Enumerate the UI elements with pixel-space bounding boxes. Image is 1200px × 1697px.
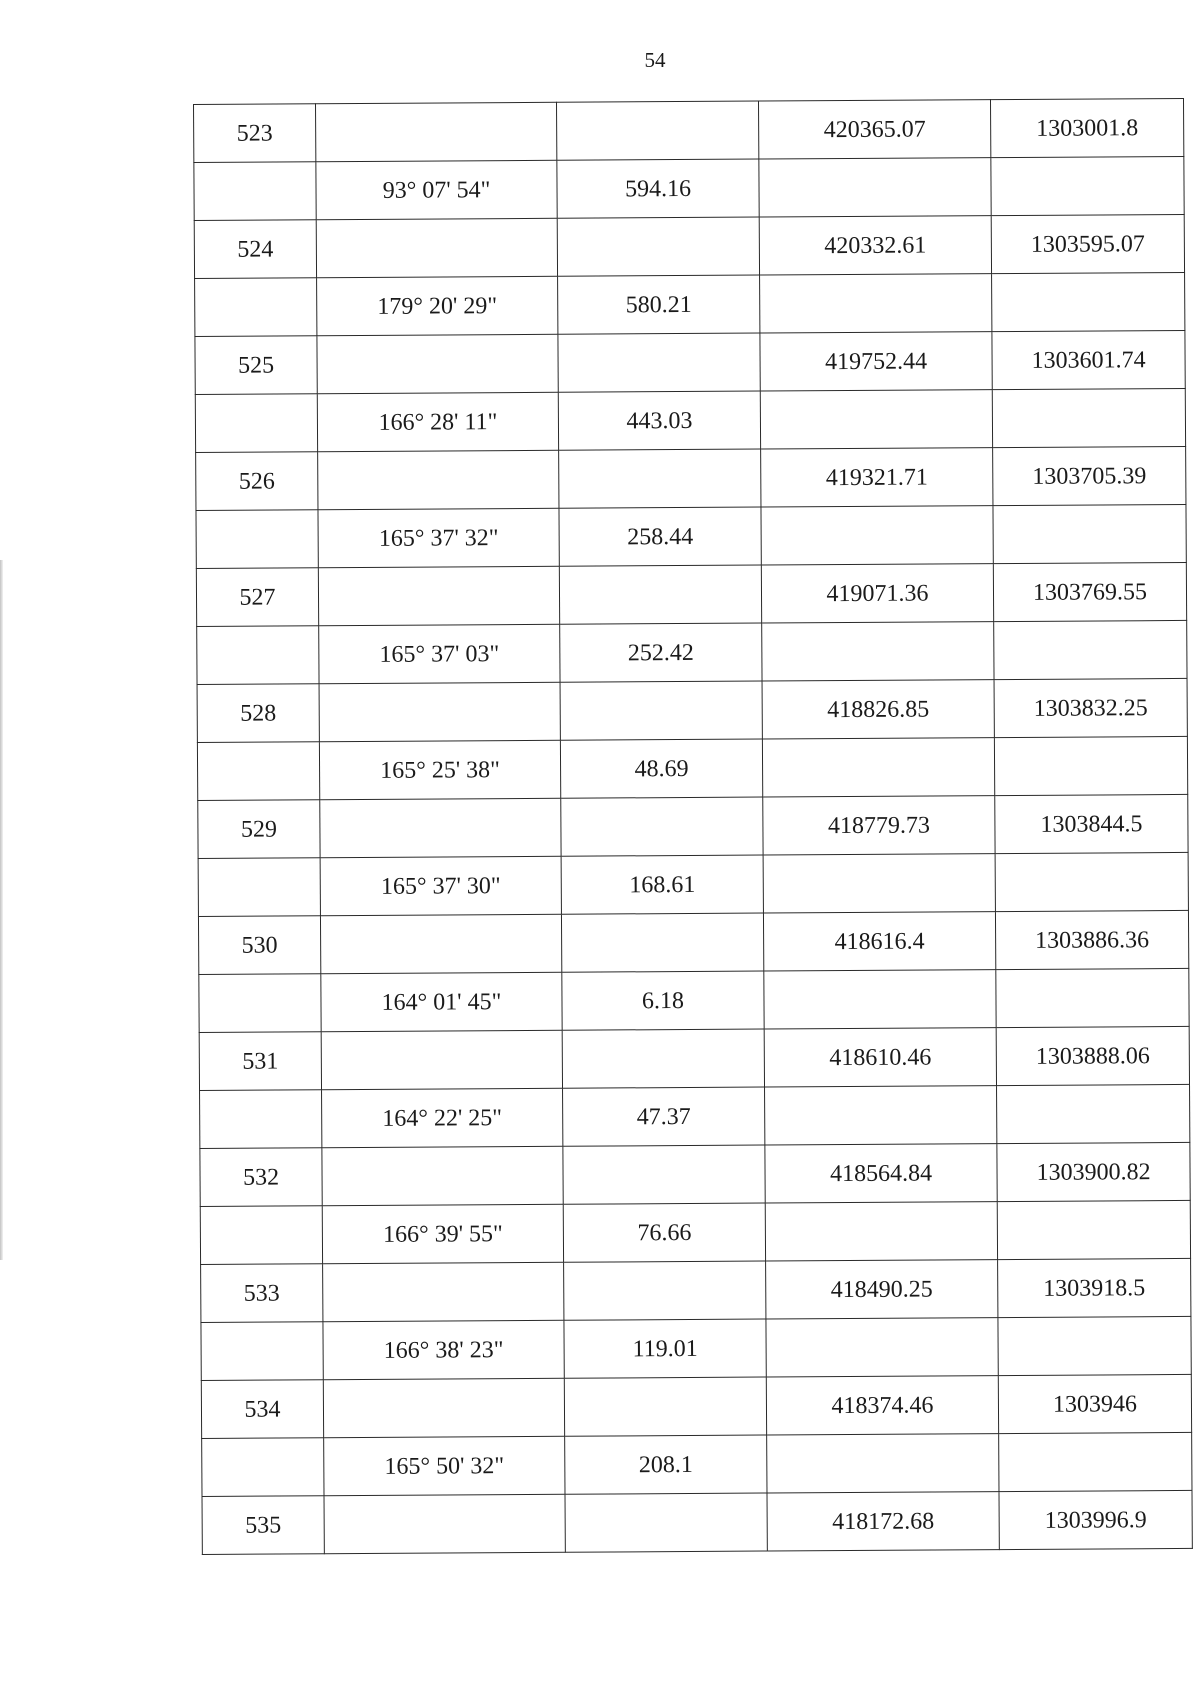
bearing-cell bbox=[320, 914, 561, 973]
station-cell: 526 bbox=[196, 452, 318, 511]
northing-cell bbox=[760, 274, 992, 333]
bearing-cell: 179° 20' 29" bbox=[317, 276, 558, 335]
station-cell bbox=[198, 858, 320, 917]
table-row bbox=[197, 620, 1187, 684]
station-cell bbox=[201, 1322, 323, 1381]
station-cell bbox=[194, 162, 316, 221]
distance-cell bbox=[564, 1377, 766, 1436]
northing-cell bbox=[762, 738, 994, 797]
station-cell: 532 bbox=[200, 1148, 322, 1207]
table-row bbox=[195, 330, 1185, 394]
northing-cell bbox=[767, 1434, 999, 1493]
northing-cell bbox=[761, 506, 993, 565]
distance-cell: 252.42 bbox=[560, 623, 762, 682]
table-row bbox=[197, 736, 1187, 800]
bearing-cell: 93° 07' 54" bbox=[316, 160, 557, 219]
station-cell: 533 bbox=[201, 1264, 323, 1323]
bearing-cell bbox=[316, 102, 557, 161]
table-row bbox=[195, 388, 1185, 452]
northing-cell: 419321.71 bbox=[761, 448, 993, 507]
northing-cell bbox=[759, 158, 991, 217]
table-row bbox=[197, 678, 1187, 742]
distance-cell bbox=[559, 565, 761, 624]
easting-cell: 1303918.5 bbox=[998, 1258, 1191, 1317]
northing-cell: 418616.4 bbox=[763, 912, 995, 971]
table-row bbox=[202, 1490, 1192, 1554]
easting-cell bbox=[992, 388, 1185, 447]
northing-cell bbox=[766, 1318, 998, 1377]
distance-cell: 76.66 bbox=[563, 1203, 765, 1262]
northing-cell: 418779.73 bbox=[763, 796, 995, 855]
station-cell bbox=[197, 626, 319, 685]
table-row bbox=[201, 1258, 1191, 1322]
easting-cell bbox=[994, 736, 1187, 795]
station-cell: 528 bbox=[197, 684, 319, 743]
easting-cell bbox=[998, 1316, 1191, 1375]
distance-cell bbox=[557, 217, 759, 276]
northing-cell: 420365.07 bbox=[758, 100, 990, 159]
northing-cell bbox=[765, 1086, 997, 1145]
distance-cell: 6.18 bbox=[562, 971, 764, 1030]
bearing-cell bbox=[322, 1146, 563, 1205]
distance-cell: 48.69 bbox=[560, 739, 762, 798]
northing-cell: 420332.61 bbox=[759, 216, 991, 275]
easting-cell bbox=[995, 852, 1188, 911]
bearing-cell: 164° 01' 45" bbox=[321, 972, 562, 1031]
northing-cell: 419752.44 bbox=[760, 332, 992, 391]
northing-cell: 418610.46 bbox=[764, 1028, 996, 1087]
table-row bbox=[198, 794, 1188, 858]
northing-cell bbox=[764, 970, 996, 1029]
bearing-cell bbox=[321, 1030, 562, 1089]
station-cell bbox=[200, 1206, 322, 1265]
table-row bbox=[198, 910, 1188, 974]
station-cell: 525 bbox=[195, 336, 317, 395]
easting-cell bbox=[996, 968, 1189, 1027]
distance-cell bbox=[562, 1029, 764, 1088]
easting-cell bbox=[994, 620, 1187, 679]
table-row bbox=[200, 1142, 1190, 1206]
table-row bbox=[194, 98, 1184, 162]
table-row bbox=[201, 1316, 1191, 1380]
northing-cell bbox=[762, 622, 994, 681]
bearing-cell: 166° 38' 23" bbox=[323, 1320, 564, 1379]
northing-cell: 418564.84 bbox=[765, 1144, 997, 1203]
distance-cell: 208.1 bbox=[565, 1435, 767, 1494]
easting-cell: 1303900.82 bbox=[997, 1142, 1190, 1201]
bearing-cell bbox=[323, 1378, 564, 1437]
northing-cell: 418826.85 bbox=[762, 680, 994, 739]
bearing-cell: 164° 22' 25" bbox=[322, 1088, 563, 1147]
bearing-cell bbox=[319, 682, 560, 741]
easting-cell: 1303705.39 bbox=[993, 446, 1186, 505]
distance-cell: 580.21 bbox=[558, 275, 760, 334]
station-cell bbox=[195, 394, 317, 453]
easting-cell: 1303996.9 bbox=[999, 1490, 1192, 1549]
easting-cell: 1303886.36 bbox=[995, 910, 1188, 969]
scan-edge-shadow bbox=[0, 560, 3, 1260]
table-row bbox=[194, 156, 1184, 220]
bearing-cell: 165° 25' 38" bbox=[319, 740, 560, 799]
station-cell bbox=[196, 510, 318, 569]
distance-cell: 168.61 bbox=[561, 855, 763, 914]
station-cell bbox=[199, 974, 321, 1033]
table-row bbox=[199, 968, 1189, 1032]
easting-cell: 1303001.8 bbox=[990, 98, 1183, 157]
station-cell: 531 bbox=[199, 1032, 321, 1091]
table-row bbox=[196, 504, 1186, 568]
easting-cell: 1303888.06 bbox=[996, 1026, 1189, 1085]
table-row bbox=[194, 214, 1184, 278]
easting-cell bbox=[993, 504, 1186, 563]
northing-cell bbox=[760, 390, 992, 449]
bearing-cell bbox=[323, 1262, 564, 1321]
table-row bbox=[196, 446, 1186, 510]
station-cell: 523 bbox=[194, 104, 316, 163]
table-body bbox=[194, 98, 1193, 1554]
distance-cell bbox=[563, 1145, 765, 1204]
bearing-cell: 165° 37' 30" bbox=[320, 856, 561, 915]
distance-cell: 119.01 bbox=[564, 1319, 766, 1378]
table-row bbox=[196, 562, 1186, 626]
easting-cell: 1303844.5 bbox=[995, 794, 1188, 853]
station-cell: 529 bbox=[198, 800, 320, 859]
bearing-cell bbox=[317, 334, 558, 393]
northing-cell: 418172.68 bbox=[767, 1492, 999, 1551]
station-cell: 530 bbox=[198, 916, 320, 975]
distance-cell bbox=[561, 913, 763, 972]
easting-cell bbox=[992, 272, 1185, 331]
easting-cell: 1303769.55 bbox=[993, 562, 1186, 621]
bearing-cell bbox=[316, 218, 557, 277]
distance-cell: 47.37 bbox=[563, 1087, 765, 1146]
distance-cell bbox=[560, 681, 762, 740]
bearing-cell: 166° 28' 11" bbox=[317, 392, 558, 451]
table-row bbox=[202, 1432, 1192, 1496]
station-cell bbox=[200, 1090, 322, 1149]
station-cell bbox=[202, 1438, 324, 1497]
distance-cell bbox=[559, 449, 761, 508]
table-row bbox=[201, 1374, 1191, 1438]
table-row bbox=[200, 1084, 1190, 1148]
bearing-cell bbox=[318, 566, 559, 625]
bearing-cell: 165° 50' 32" bbox=[324, 1436, 565, 1495]
distance-cell: 594.16 bbox=[557, 159, 759, 218]
distance-cell bbox=[556, 101, 758, 160]
easting-cell bbox=[991, 156, 1184, 215]
easting-cell: 1303832.25 bbox=[994, 678, 1187, 737]
distance-cell: 443.03 bbox=[558, 391, 760, 450]
distance-cell bbox=[561, 797, 763, 856]
bearing-cell: 165° 37' 32" bbox=[318, 508, 559, 567]
easting-cell: 1303601.74 bbox=[992, 330, 1185, 389]
station-cell: 527 bbox=[196, 568, 318, 627]
northing-cell: 418490.25 bbox=[766, 1260, 998, 1319]
page-number: 54 bbox=[644, 48, 666, 72]
station-cell: 524 bbox=[194, 220, 316, 279]
survey-coordinates-table bbox=[193, 98, 1193, 1555]
station-cell bbox=[195, 278, 317, 337]
table-row bbox=[199, 1026, 1189, 1090]
easting-cell: 1303595.07 bbox=[991, 214, 1184, 273]
distance-cell: 258.44 bbox=[559, 507, 761, 566]
table-row bbox=[200, 1200, 1190, 1264]
bearing-cell: 165° 37' 03" bbox=[319, 624, 560, 683]
bearing-cell bbox=[318, 450, 559, 509]
distance-cell bbox=[564, 1261, 766, 1320]
northing-cell: 419071.36 bbox=[761, 564, 993, 623]
northing-cell bbox=[765, 1202, 997, 1261]
table-row bbox=[195, 272, 1185, 336]
table-row bbox=[198, 852, 1188, 916]
bearing-cell bbox=[320, 798, 561, 857]
distance-cell bbox=[558, 333, 760, 392]
distance-cell bbox=[565, 1493, 767, 1552]
station-cell: 535 bbox=[202, 1496, 324, 1555]
northing-cell bbox=[763, 854, 995, 913]
bearing-cell bbox=[324, 1494, 565, 1553]
northing-cell: 418374.46 bbox=[766, 1376, 998, 1435]
easting-cell: 1303946 bbox=[998, 1374, 1191, 1433]
easting-cell bbox=[999, 1432, 1192, 1491]
station-cell bbox=[197, 742, 319, 801]
station-cell: 534 bbox=[201, 1380, 323, 1439]
easting-cell bbox=[997, 1200, 1190, 1259]
easting-cell bbox=[997, 1084, 1190, 1143]
bearing-cell: 166° 39' 55" bbox=[322, 1204, 563, 1263]
